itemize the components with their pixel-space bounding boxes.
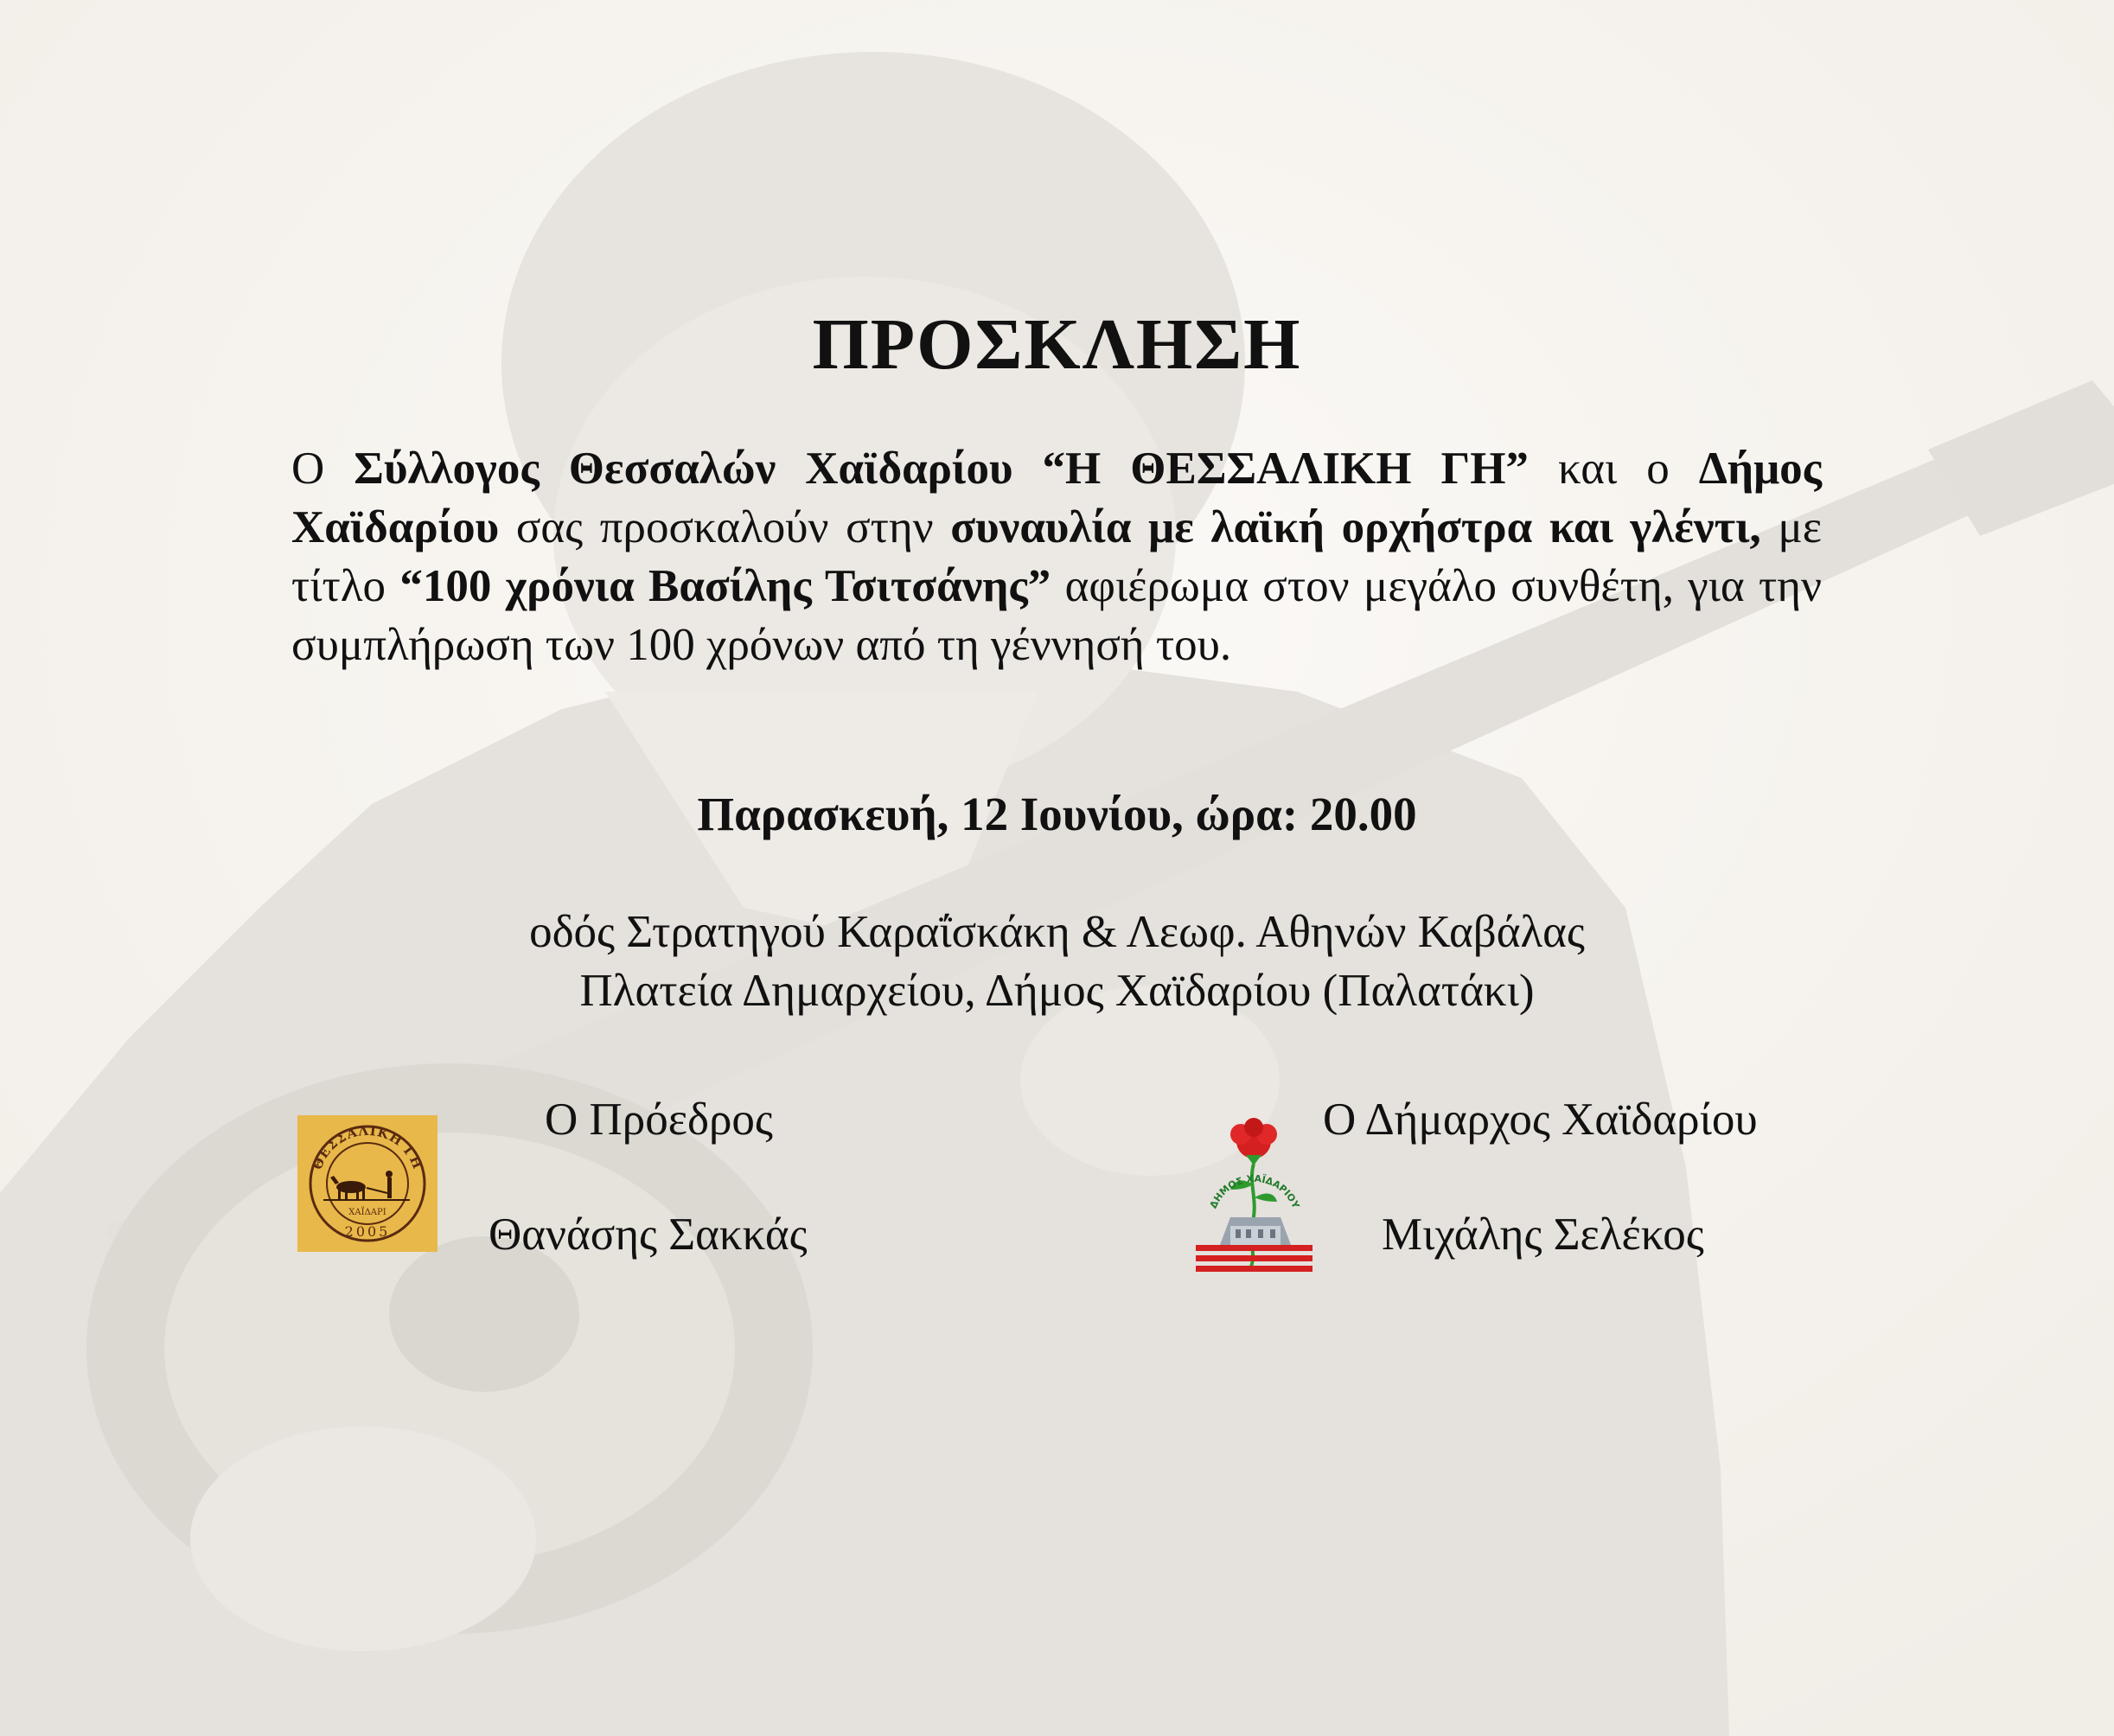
mayor-name: Μιχάλης Σελέκος bbox=[1382, 1209, 1704, 1260]
town-hall-icon bbox=[1220, 1217, 1291, 1245]
event-title: “100 χρόνια Βασίλης Τσιτσάνης” bbox=[399, 561, 1051, 611]
association-name-label: Σύλλογος Θεσσαλών Χαϊδαρίου bbox=[354, 444, 1013, 494]
president-title: Ο Πρόεδρος bbox=[545, 1095, 773, 1145]
municipality-logo bbox=[1196, 1115, 1312, 1275]
association-logo-year: 2005 bbox=[344, 1223, 391, 1240]
stripes-decoration bbox=[1196, 1245, 1312, 1272]
intro-text: και ο bbox=[1528, 444, 1699, 494]
intro-text: με τίτλο bbox=[291, 502, 1823, 611]
event-description: συναυλία με λαϊκή ορχήστρα και γλέντι, bbox=[950, 502, 1761, 552]
intro-text: Ο bbox=[291, 444, 354, 494]
intro-text: αφιέρωμα στον μεγάλο συνθέτη, για την συμπλήρωση των 100 χρόνων από τη γέννησή του. bbox=[291, 561, 1822, 670]
intro-text: σας προσκαλούν στην bbox=[499, 502, 951, 552]
invitation-title: ΠΡΟΣΚΛΗΣΗ bbox=[812, 304, 1302, 385]
president-name: Θανάσης Σακκάς bbox=[489, 1209, 808, 1260]
association-logo-place: ΧΑΪΔΑΡΙ bbox=[348, 1208, 386, 1217]
association-logo-text: ΘΕΣΣΑΛΙΚΗ ΓΗ bbox=[309, 1122, 426, 1172]
municipality-logo-text: ΔΗΜΟΣ ΧΑΪΔΑΡΙΟΥ bbox=[1207, 1172, 1302, 1210]
association-quoted-name: “Η ΘΕΣΣΑΛΙΚΗ ΓΗ” bbox=[1042, 444, 1529, 494]
event-datetime: Παρασκευή, 12 Ιουνίου, ώρα: 20.00 bbox=[697, 788, 1417, 840]
event-address-line2: Πλατεία Δημαρχείου, Δήμος Χαϊδαρίου (Παλατάκι) bbox=[579, 966, 1535, 1016]
intro-text bbox=[1012, 444, 1042, 494]
municipality-name: Δήμος Χαϊδαρίου bbox=[291, 444, 1823, 552]
invitation-intro bbox=[291, 439, 1822, 674]
association-logo bbox=[297, 1115, 437, 1252]
event-address-line1: οδός Στρατηγού Καραΐσκάκη & Λεωφ. Αθηνών Καβάλας bbox=[529, 907, 1585, 957]
mayor-title: Ο Δήμαρχος Χαϊδαρίου bbox=[1323, 1095, 1758, 1145]
